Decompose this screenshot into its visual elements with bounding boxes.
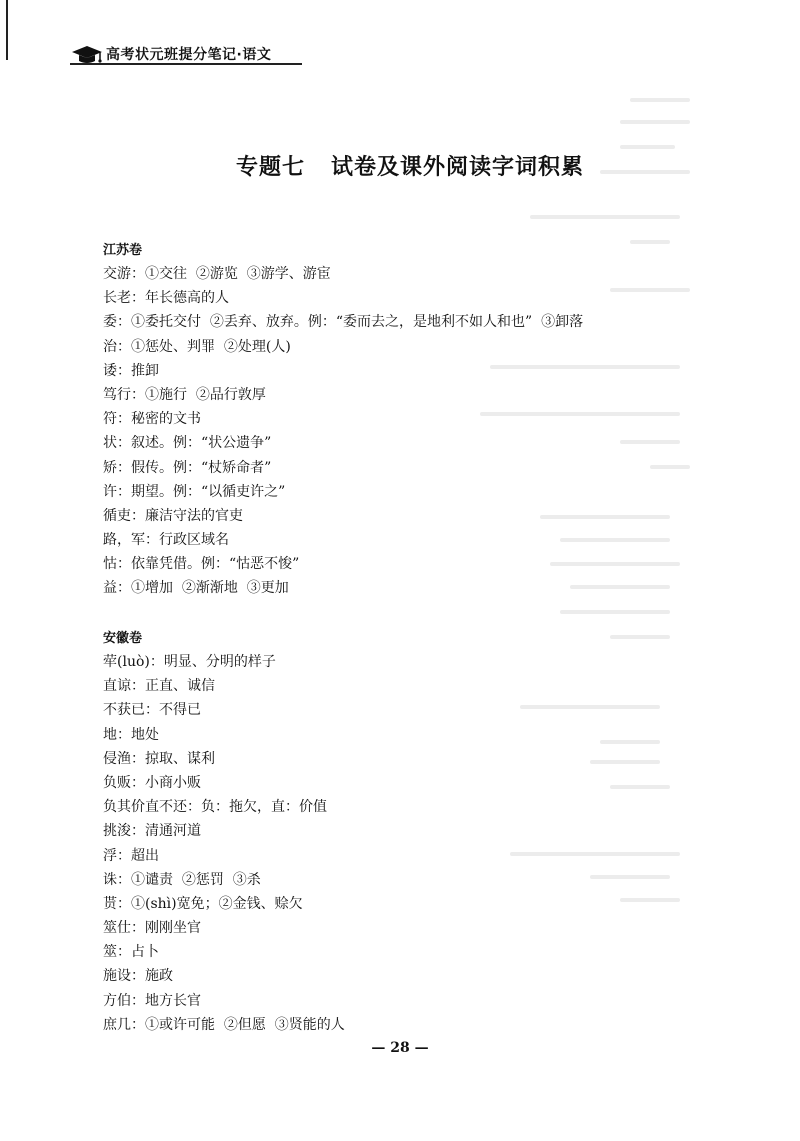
vocab-entry: 地：地处 — [103, 726, 159, 743]
vocab-entry: 直谅：正直、诚信 — [103, 678, 215, 695]
vocab-entry: 贳：①(shì)宽免；②金钱、赊欠 — [103, 895, 303, 912]
vocab-entry: 交游：①交往 ②游览 ③游学、游宦 — [103, 266, 331, 282]
graduation-cap-icon — [70, 43, 104, 65]
section-anhui — [103, 628, 345, 1037]
vocab-entry: 循吏：廉洁守法的官吏 — [103, 507, 243, 524]
vocab-entry: 治：①惩处、判罪 ②处理(人) — [103, 338, 291, 355]
vocab-entry: 庶几：①或许可能 ②但愿 ③贤能的人 — [103, 1016, 345, 1033]
vocab-entry: 矫：假传。例：“杖矫命者” — [103, 459, 272, 476]
vocab-entry: 筮：占卜 — [103, 944, 159, 961]
section-title: 安徽卷 — [103, 631, 143, 646]
vocab-entry: 诿：推卸 — [103, 362, 159, 379]
scan-edge-line — [6, 0, 8, 60]
vocab-entry: 施设：施政 — [103, 968, 173, 985]
vocab-entry: 许：期望。例：“以循吏许之” — [103, 483, 286, 500]
vocab-entry: 浮：超出 — [103, 847, 159, 864]
vocab-entry: 笃行：①施行 ②品行敦厚 — [103, 386, 266, 403]
vocab-entry: 路，军：行政区域名 — [103, 532, 229, 549]
vocab-entry: 委：①委托交付 ②丢弃、放弃。例：“委而去之，是地利不如人和也” ③卸落 — [103, 314, 584, 331]
vocab-entry: 方伯：地方长官 — [103, 992, 201, 1009]
vocab-entry: 诛：①谴责 ②惩罚 ③杀 — [103, 871, 261, 888]
page-number: — 28 — — [371, 1040, 429, 1056]
section-title: 江苏卷 — [103, 243, 143, 258]
vocab-entry: 负其价直不还：负：拖欠，直：价值 — [103, 799, 327, 816]
vocab-entry: 挑浚：清通河道 — [103, 823, 201, 840]
vocab-entry: 长老：年长德高的人 — [103, 290, 229, 307]
vocab-entry: 符：秘密的文书 — [103, 411, 201, 428]
vocab-entry: 怙：依靠凭借。例：“怙恶不悛” — [103, 556, 300, 573]
section-jiangsu — [103, 240, 583, 601]
vocab-entry: 负贩：小商小贩 — [103, 774, 201, 791]
vocab-entry: 状：叙述。例：“状公遗争” — [103, 435, 272, 452]
page-title: 专题七 试卷及课外阅读字词积累 — [236, 155, 584, 180]
vocab-entry: 不获已：不得已 — [103, 702, 201, 719]
vocab-entry: 荦(luò)：明显、分明的样子 — [103, 654, 276, 670]
header-title: 高考状元班提分笔记·语文 — [106, 47, 272, 63]
vocab-entry: 侵渔：掠取、谋利 — [103, 750, 215, 767]
header-underline — [70, 63, 302, 65]
vocab-entry: 益：①增加 ②渐渐地 ③更加 — [103, 580, 289, 597]
vocab-entry: 筮仕：刚刚坐官 — [103, 920, 201, 937]
